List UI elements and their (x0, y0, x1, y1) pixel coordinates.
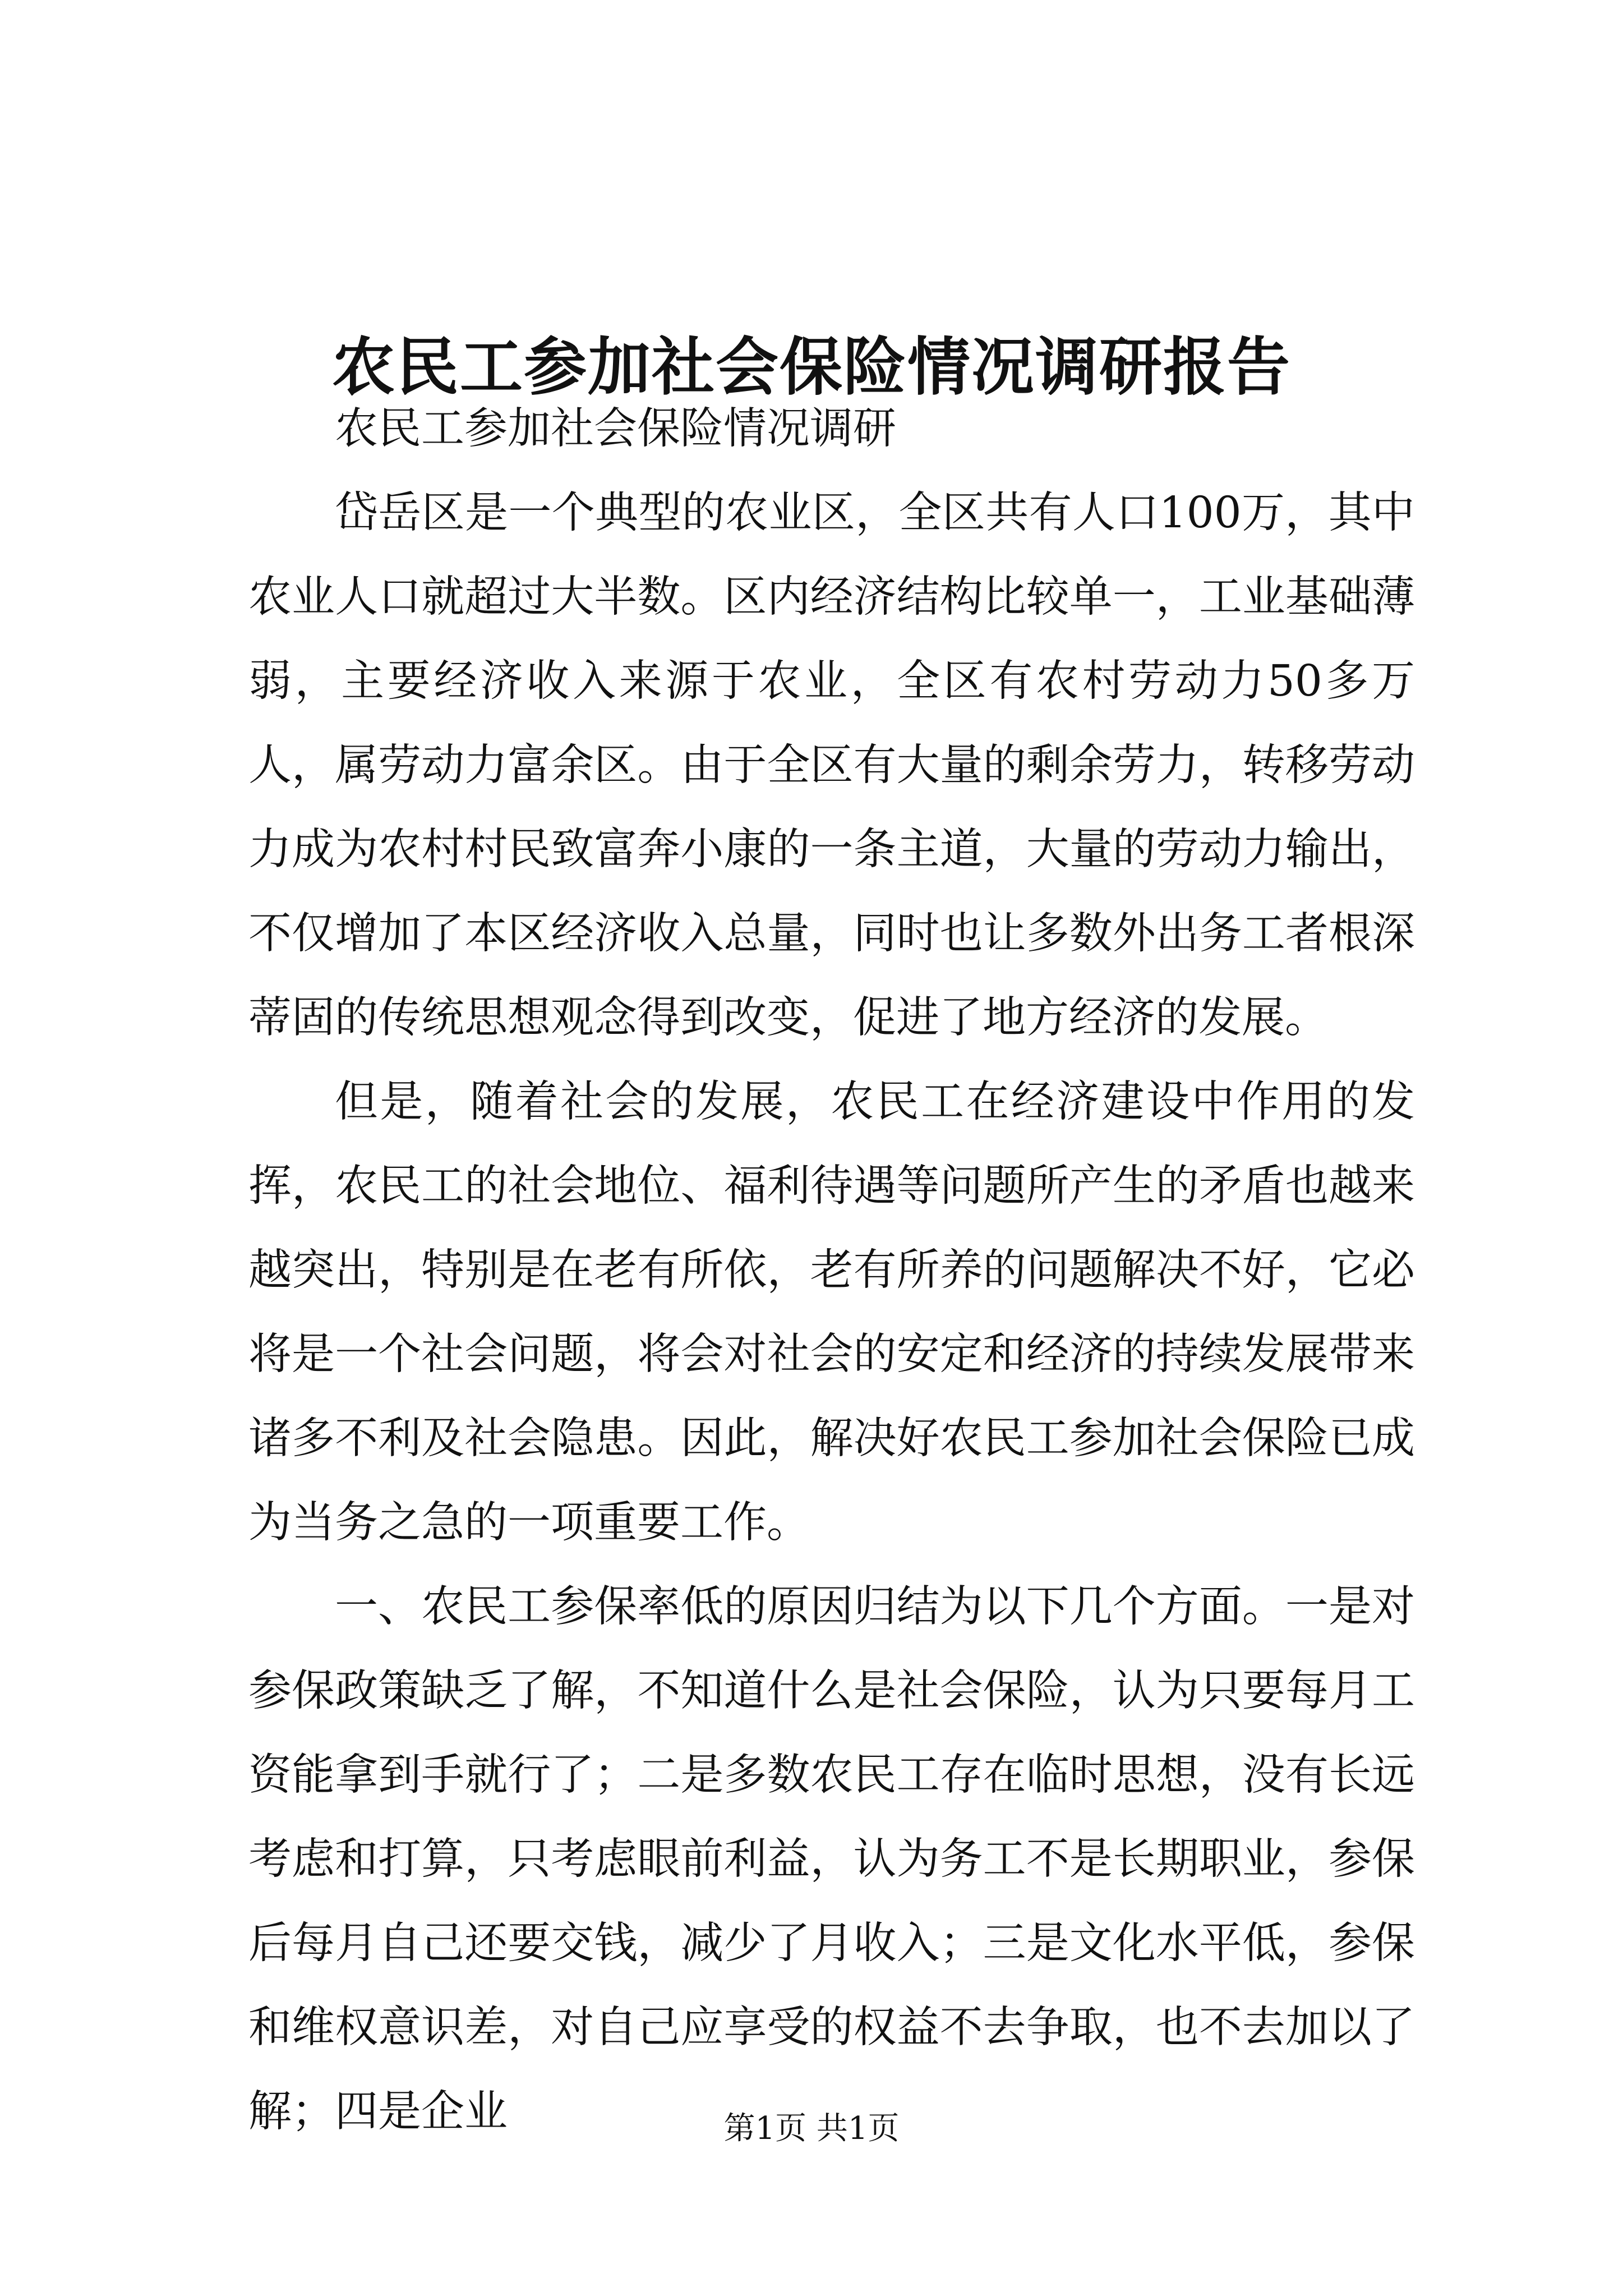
paragraph-reasons: 一、农民工参保率低的原因归结为以下几个方面。一是对参保政策缺乏了解，不知道什么是社会保险，认为只要每月工资能拿到手就行了；二是多数农民工存在临时思想，没有长远考虑和打算，只考虑眼前利益，认为务工不是长期职业，参保后每月自己还要交钱，减少了月收入；三是文化水平低，参保和维权意识差，对自己应享受的权益不去争取，也不去加以了解；四是企业 (248, 1582, 1415, 2137)
paragraph-background: 岱岳区是一个典型的农业区，全区共有人口100万，其中农业人口就超过大半数。区内经济结构比较单一，工业基础薄弱，主要经济收入来源于农业，全区有农村劳动力50多万人，属劳动力富余区。由于全区有大量的剩余劳力，转移劳动力成为农村村民致富奔小康的一条主道，大量的劳动力输出，不仅增加了本区经济收入总量，同时也让多数外出务工者根深蒂固的传统思想观念得到改变，促进了地方经济的发展。 (248, 488, 1415, 1043)
document-title: 农民工参加社会保险情况调研报告 (332, 330, 1291, 404)
page-number-footer: 第1页 共1页 (723, 2110, 900, 2147)
paragraph-subtitle: 农民工参加社会保险情况调研 (335, 404, 896, 454)
paragraph-problems: 但是，随着社会的发展，农民工在经济建设中作用的发挥，农民工的社会地位、福利待遇等问题所产生的矛盾也越来越突出，特别是在老有所依，老有所养的问题解决不好，它必将是一个社会问题，将会对社会的安定和经济的持续发展带来诸多不利及社会隐患。因此，解决好农民工参加社会保险已成为当务之急的一项重要工作。 (248, 1077, 1415, 1548)
document-body (248, 387, 1415, 2154)
